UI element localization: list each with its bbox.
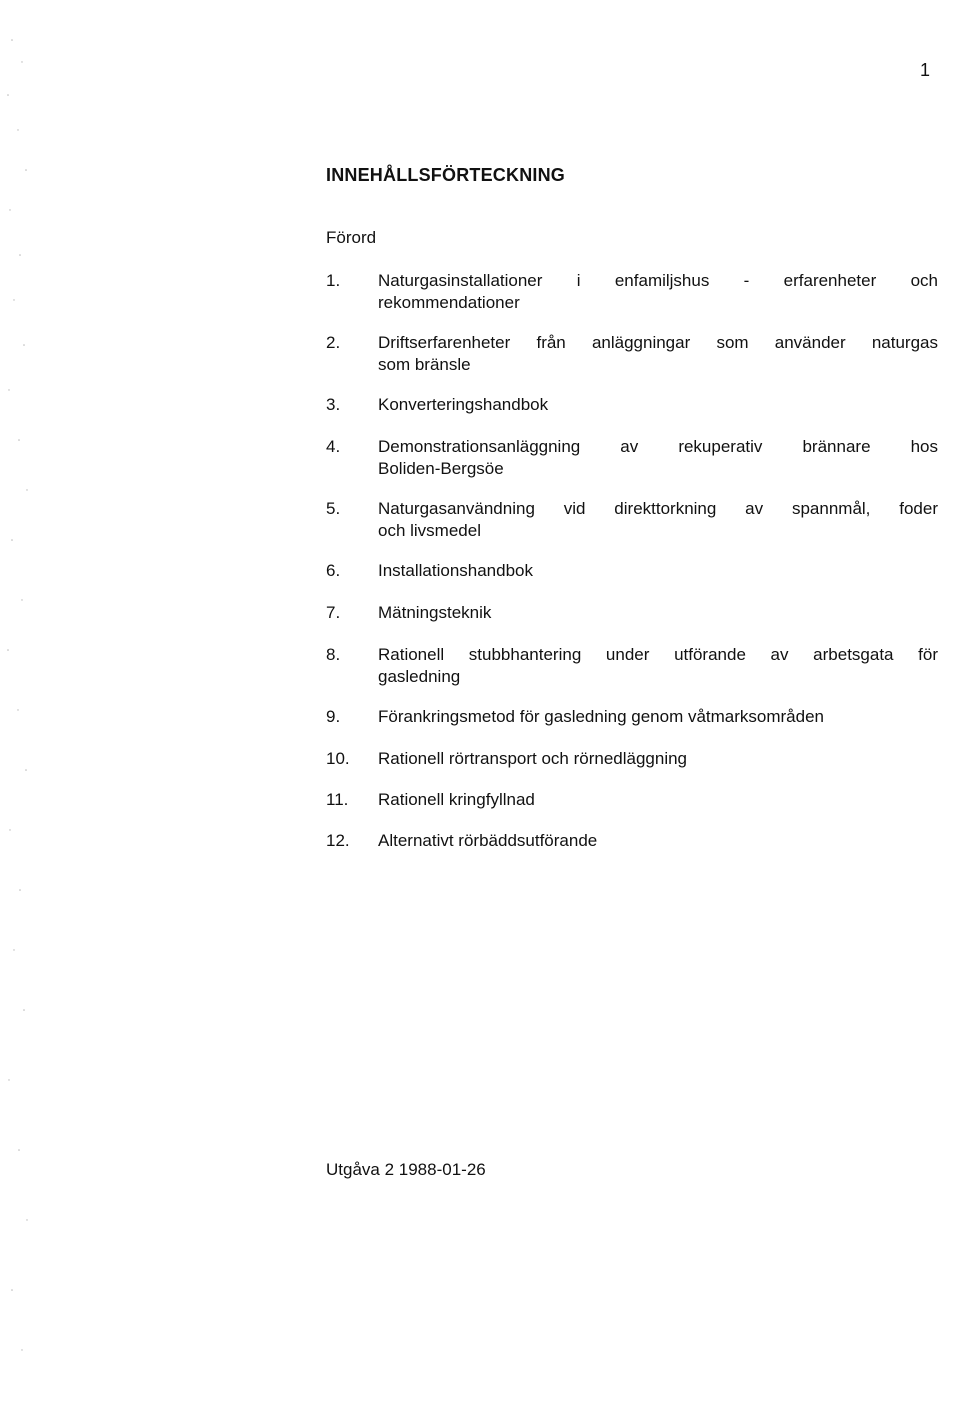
toc-item-4 [326, 436, 938, 480]
toc-item-title-continued: som bränsle [378, 355, 471, 374]
toc-item-title-continued: gasledning [378, 667, 461, 686]
toc-item-number: 4. [326, 437, 341, 456]
toc-item-number: 5. [326, 499, 341, 518]
toc-item-9 [326, 706, 938, 728]
toc-item-title: Driftserfarenheter från anläggningar som använder naturgas [378, 333, 938, 352]
page-title: INNEHÅLLSFÖRTECKNING [326, 165, 565, 185]
toc-item-number: 2. [326, 333, 341, 352]
toc-item-7 [326, 602, 938, 624]
toc-item-number: 11. [326, 790, 349, 809]
scan-noise-margin [0, 0, 40, 1405]
toc-item-number: 3. [326, 395, 341, 414]
toc-item-title: Demonstrationsanläggning av rekuperativ brännare hos [378, 437, 938, 456]
toc-item-number: 10. [326, 749, 350, 768]
toc-item-number: 7. [326, 603, 341, 622]
toc-item-title: Förankringsmetod för gasledning genom våtmarksområden [378, 707, 825, 726]
page-number: 1 [920, 60, 931, 80]
toc-item-title: Mätningsteknik [378, 603, 492, 622]
toc-item-number: 12. [326, 831, 350, 850]
toc-item-title: Rationell rörtransport och rörnedläggning [378, 749, 688, 768]
toc-item-title: Rationell kringfyllnad [378, 790, 535, 809]
toc-item-title: Alternativt rörbäddsutförande [378, 831, 598, 850]
toc-item-title: Naturgasanvändning vid direkttorkning av spannmål, foder [378, 499, 938, 518]
toc-item-3 [326, 394, 938, 416]
toc-item-title-continued: Boliden-Bergsöe [378, 459, 504, 478]
toc-item-12 [326, 830, 938, 852]
toc-item-11 [326, 789, 938, 811]
toc-item-title: Naturgasinstallationer i enfamiljshus - erfarenheter och [378, 271, 938, 290]
toc-item-title: Installationshandbok [378, 561, 534, 580]
toc-item-10 [326, 748, 938, 770]
toc-item-title-continued: och livsmedel [378, 521, 481, 540]
toc-item-title: Konverteringshandbok [378, 395, 549, 414]
toc-item-5 [326, 498, 938, 542]
toc-item-2 [326, 332, 938, 376]
toc-item-8 [326, 644, 938, 688]
toc-item-title-continued: rekommendationer [378, 293, 520, 312]
toc-item-6 [326, 560, 938, 582]
toc-foreword: Förord [326, 228, 377, 247]
toc-item-1 [326, 270, 938, 314]
toc-item-number: 6. [326, 561, 341, 580]
toc-item-number: 9. [326, 707, 341, 726]
toc-item-title: Rationell stubbhantering under utförande av arbetsgata för [378, 645, 938, 664]
toc-item-number: 1. [326, 271, 341, 290]
toc-item-number: 8. [326, 645, 341, 664]
edition-date: Utgåva 2 1988-01-26 [326, 1160, 486, 1179]
